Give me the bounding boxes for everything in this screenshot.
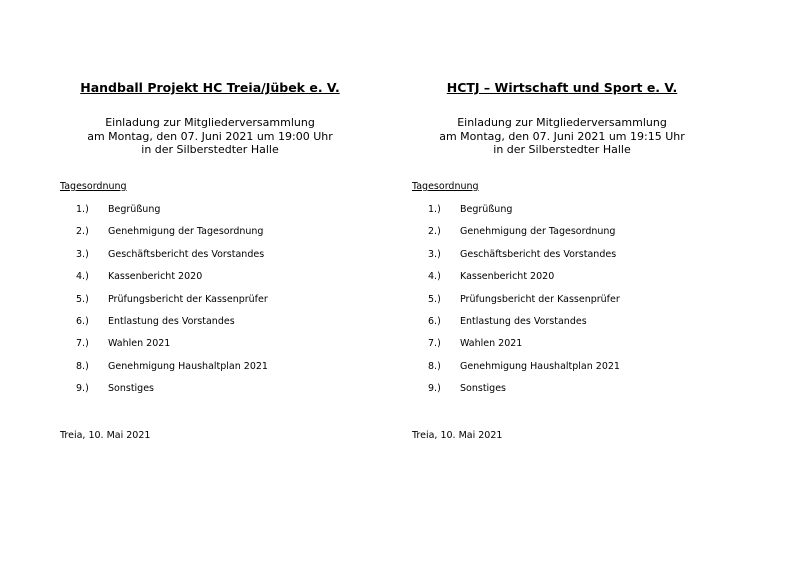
- agenda-item: [392, 361, 732, 383]
- agenda-item: [392, 316, 732, 338]
- invitation-line: Einladung zur Mitgliederversammlung: [105, 116, 315, 129]
- agenda-label: Wahlen 2021: [108, 338, 171, 350]
- agenda-number: 5.): [76, 293, 89, 305]
- club-title: HCTJ – Wirtschaft und Sport e. V.: [446, 80, 678, 95]
- agenda-item: [40, 361, 380, 383]
- agenda-item: [40, 226, 380, 248]
- agenda-number: 1.): [76, 204, 89, 215]
- agenda-label: Prüfungsbericht der Kassenprüfer: [108, 293, 268, 305]
- invitation-text: [40, 116, 380, 157]
- agenda-item: [392, 383, 732, 405]
- invitation-line: am Montag, den 07. Juni 2021 um 19:00 Uhr: [87, 129, 333, 143]
- agenda-item: [392, 294, 732, 316]
- place-date: Treia, 10. Mai 2021: [412, 430, 503, 441]
- agenda-item: [392, 338, 732, 360]
- agenda-item: [40, 383, 380, 405]
- agenda-label: Sonstiges: [460, 383, 507, 395]
- agenda-label: Begrüßung: [108, 204, 161, 215]
- club-title: Handball Projekt HC Treia/Jübek e. V.: [80, 80, 340, 95]
- agenda-label: Wahlen 2021: [460, 338, 523, 350]
- agenda-number: 9.): [428, 383, 441, 395]
- agenda-label: Entlastung des Vorstandes: [108, 315, 235, 327]
- agenda-label: Kassenbericht 2020: [108, 271, 203, 283]
- agenda-label: Sonstiges: [108, 383, 155, 395]
- agenda-item: [40, 338, 380, 360]
- agenda-number: 2.): [428, 226, 441, 238]
- agenda-list: [40, 204, 380, 406]
- agenda-number: 3.): [76, 248, 89, 260]
- agenda-number: 5.): [428, 293, 441, 305]
- agenda-number: 6.): [428, 315, 441, 327]
- agenda-item: [392, 204, 732, 226]
- agenda-number: 7.): [428, 338, 441, 350]
- agenda-list: [392, 204, 732, 406]
- agenda-label: Geschäftsbericht des Vorstandes: [108, 248, 265, 260]
- agenda-item: [392, 271, 732, 293]
- agenda-item: [392, 249, 732, 271]
- place-date: Treia, 10. Mai 2021: [60, 430, 151, 441]
- agenda-number: 1.): [428, 204, 441, 215]
- agenda-item: [40, 271, 380, 293]
- invitation-line: am Montag, den 07. Juni 2021 um 19:15 Uhr: [439, 129, 685, 143]
- agenda-number: 6.): [76, 315, 89, 327]
- agenda-label: Entlastung des Vorstandes: [460, 315, 587, 327]
- agenda-number: 9.): [76, 383, 89, 395]
- agenda-item: [40, 249, 380, 271]
- agenda-label: Prüfungsbericht der Kassenprüfer: [460, 293, 620, 305]
- agenda-item: [40, 316, 380, 338]
- agenda-heading: Tagesordnung: [60, 181, 127, 192]
- agenda-label: Kassenbericht 2020: [460, 271, 555, 283]
- agenda-number: 7.): [76, 338, 89, 350]
- agenda-heading: Tagesordnung: [412, 181, 479, 192]
- agenda-number: 4.): [76, 271, 89, 283]
- agenda-label: Genehmigung Haushaltplan 2021: [108, 360, 268, 372]
- agenda-number: 3.): [428, 248, 441, 260]
- invitation-left: [40, 0, 380, 566]
- agenda-number: 2.): [76, 226, 89, 238]
- agenda-item: [392, 226, 732, 248]
- agenda-number: 8.): [428, 360, 441, 372]
- agenda-item: [40, 294, 380, 316]
- agenda-item: [40, 204, 380, 226]
- agenda-label: Begrüßung: [460, 204, 513, 215]
- invitation-right: [392, 0, 732, 566]
- invitation-line: in der Silberstedter Halle: [493, 143, 631, 156]
- invitation-line: Einladung zur Mitgliederversammlung: [457, 116, 667, 129]
- invitation-line: in der Silberstedter Halle: [141, 143, 279, 156]
- agenda-label: Geschäftsbericht des Vorstandes: [460, 248, 617, 260]
- agenda-label: Genehmigung Haushaltplan 2021: [460, 360, 620, 372]
- agenda-label: Genehmigung der Tagesordnung: [108, 226, 264, 238]
- agenda-number: 8.): [76, 360, 89, 372]
- agenda-number: 4.): [428, 271, 441, 283]
- agenda-label: Genehmigung der Tagesordnung: [460, 226, 616, 238]
- invitation-text: [392, 116, 732, 157]
